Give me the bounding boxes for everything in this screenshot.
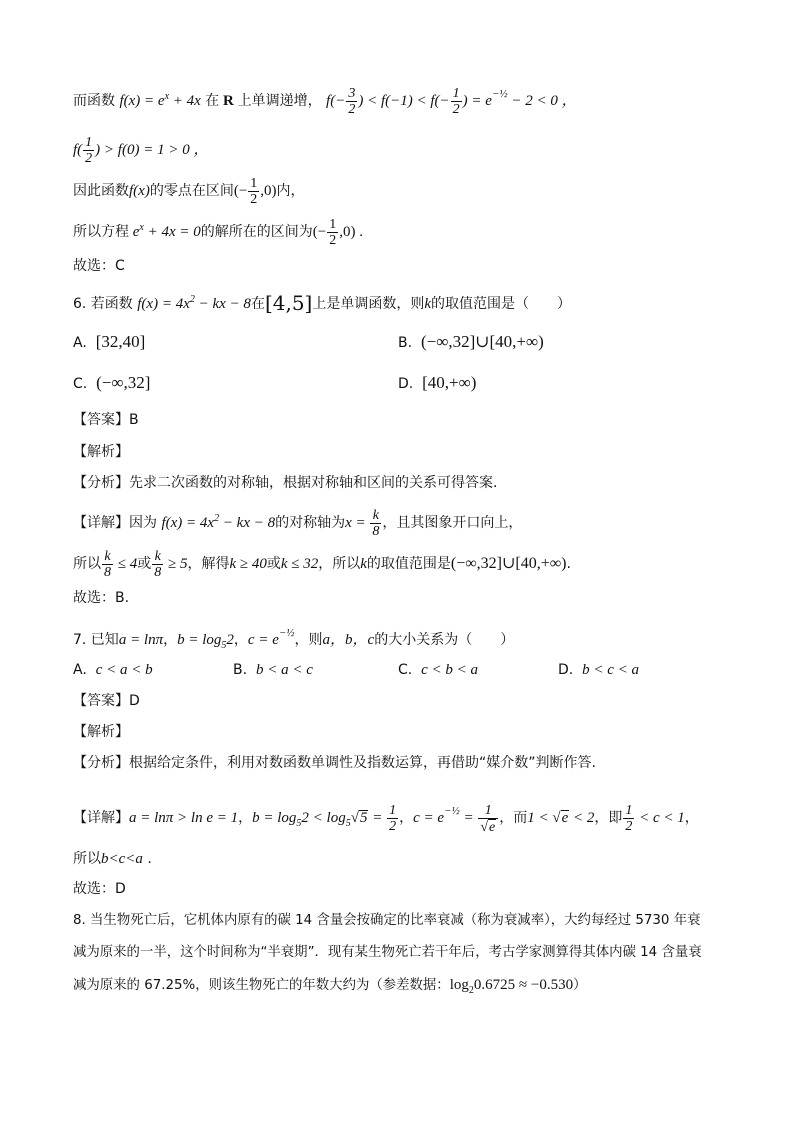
q8-line-2: 减为原来的一半，这个时间称为“半衰期”．现有某生物死亡若干年后，考古学家测算得其体内碳 14 含量衰	[73, 945, 702, 960]
q6-option-d[interactable]	[398, 373, 476, 394]
q7-option-b[interactable]	[233, 660, 313, 680]
q7-analysis-heading: 【解析】	[73, 724, 129, 740]
text: ，	[238, 810, 253, 826]
q6-choose: 故选：B.	[73, 590, 130, 606]
text: ，	[233, 632, 248, 648]
text: 所以	[73, 555, 101, 572]
q7-answer: 【答案】D	[73, 693, 140, 709]
text: ，而	[499, 810, 528, 826]
option-value: [40,+∞)	[422, 373, 477, 392]
q6-option-b[interactable]	[398, 332, 544, 353]
math: f(x)	[129, 182, 150, 199]
option-label: D.	[398, 376, 414, 392]
text: 的对称轴为	[275, 514, 346, 531]
fraction: $\frac{k}{8}$	[104, 549, 111, 580]
q5-choose: 故选：C	[73, 258, 125, 274]
math: $c = e^{-\frac{1}{2}}$	[247, 627, 295, 648]
math: b<c<a	[101, 851, 143, 867]
q5-line-3	[73, 176, 305, 207]
math: 1 < √e < 2	[527, 810, 595, 826]
q7-option-d[interactable]	[558, 660, 639, 680]
option-value: b < a < c	[255, 662, 313, 678]
q6-answer: 【答案】B	[73, 412, 139, 428]
text: 或	[266, 555, 281, 572]
text: 所以方程	[73, 223, 129, 240]
q7-so	[73, 849, 152, 869]
q7-option-a[interactable]	[73, 660, 153, 680]
fraction: $\frac{1}{2}$	[389, 803, 397, 835]
option-value: (−∞,32]∪[40,+∞)	[420, 332, 544, 351]
text: 6. 若函数	[73, 296, 133, 312]
math: (−∞,32]∪[40,+∞)	[450, 554, 567, 572]
q7-xiangjie	[73, 801, 699, 835]
text: 的零点在区间	[149, 182, 234, 199]
q6-xiangjie	[73, 508, 522, 539]
text: ）	[573, 978, 587, 993]
q6-so	[73, 549, 571, 580]
fraction: $\frac{1}{2}$	[250, 176, 258, 207]
math: a = lnπ > ln e = 1	[129, 810, 239, 826]
math: $c = e^{-\frac{1}{2}}$ = $\frac{1}{√e}$	[413, 810, 499, 826]
text: ，则	[294, 632, 323, 648]
fraction: $\frac{1}{2}$	[85, 135, 93, 166]
text: 的大小关系为（ ）	[374, 632, 515, 648]
text: 因此函数	[73, 182, 129, 199]
option-label: A.	[73, 662, 87, 678]
option-value: (−∞,32]	[96, 373, 151, 392]
option-label: B.	[398, 335, 413, 351]
option-value: c < b < a	[421, 662, 479, 678]
fraction: $\frac{1}{√e}$	[478, 803, 498, 835]
text: 【详解】因为	[73, 514, 157, 531]
text: 上单调递增，	[237, 93, 322, 109]
math: $\log_20.6725 \approx -0.530$	[449, 977, 574, 996]
math: f( $\frac{1}{2}$ ) > f(0) = 1 > 0 ，	[73, 135, 209, 166]
text: 【详解】	[73, 810, 129, 826]
q8-line-1: 8. 当生物死亡后，它机体内原有的碳 14 含量会按确定的比率衰减（称为衰减率），大约每经过 5730 年衰	[73, 913, 701, 928]
q6-fenxi: 【分析】先求二次函数的对称轴，根据对称轴和区间的关系可得答案.	[73, 475, 498, 491]
text: 或	[137, 555, 152, 572]
math: x = $\frac{k}{8}$	[345, 508, 380, 539]
text: 在	[205, 93, 220, 109]
option-value: b < c < a	[582, 662, 640, 678]
q5-line-1	[73, 84, 577, 117]
math: k	[360, 555, 367, 572]
q7-choose: 故选：D	[73, 881, 126, 897]
q7-fenxi: 【分析】根据给定条件，利用对数函数单调性及指数运算，再借助“媒介数”判断作答.	[73, 755, 596, 771]
q6-option-c[interactable]	[73, 373, 150, 394]
option-label: C.	[73, 376, 88, 392]
text: 而函数	[73, 93, 115, 109]
q8-line-3	[73, 975, 586, 1001]
q5-line-2	[73, 135, 208, 166]
q6-analysis-heading: 【解析】	[73, 444, 129, 460]
text: 上是单调函数，则	[312, 296, 425, 312]
q7-option-c[interactable]	[398, 660, 478, 680]
q6-stem	[73, 290, 571, 314]
text: 内，	[276, 182, 305, 199]
text: ，即	[594, 810, 623, 826]
fraction: $\frac{1}{2}$	[329, 217, 337, 248]
math: $\frac{1}{2}$ < c < 1	[625, 803, 685, 835]
math: [4,5]	[264, 291, 313, 315]
fraction: $\frac{1}{2}$	[452, 86, 460, 118]
math: $f(x) = 4x^2$ − kx − 8	[137, 294, 251, 312]
fraction: $\frac{3}{2}$	[348, 86, 356, 118]
text: .	[142, 851, 152, 867]
option-label: A.	[73, 335, 87, 351]
text: 减为原来的 67.25%，则该生物死亡的年数大约为（参差数据：	[73, 978, 450, 993]
option-value: c < a < b	[95, 662, 153, 678]
text: 的解所在的区间为	[200, 223, 313, 240]
fraction: $\frac{k}{8}$	[372, 508, 380, 539]
text: ，且其图象开口向上，	[382, 514, 523, 531]
math: $\frac{k}{8}$ ≤ 4	[104, 549, 138, 580]
option-label: C.	[398, 662, 413, 678]
text: 所以	[73, 851, 101, 867]
text: 在	[250, 296, 265, 312]
q5-line-4	[73, 217, 363, 248]
math: $f(x) = 4x^2$ − kx − 8	[161, 512, 276, 531]
option-label: D.	[558, 662, 574, 678]
math: a，b，c	[322, 632, 375, 648]
text: ，	[163, 632, 178, 648]
text: .	[566, 555, 571, 572]
math: f(− $\frac{3}{2}$ ) < f(−1) < f(− $\frac{1}{2}$ ) = $e^{-\frac{1}{2}} - 2 < 0$ ，	[326, 86, 577, 118]
text: 的取值范围是（ ）	[431, 296, 572, 312]
math: a = lnπ	[118, 632, 164, 648]
q7-stem	[73, 623, 514, 656]
text: ，解得	[187, 555, 230, 572]
math: (− $\frac{1}{2}$ ,0)	[233, 176, 277, 207]
option-value: [32,40]	[95, 332, 146, 351]
text: 7. 已知	[73, 632, 119, 648]
fraction: $\frac{k}{8}$	[154, 549, 162, 580]
math: k ≤ 32	[280, 555, 319, 572]
math: $\frac{k}{8}$ ≥ 5	[154, 549, 188, 580]
math: $b = \log_52$	[177, 632, 234, 651]
math: $e^x + 4x = 0$	[129, 221, 201, 240]
math: k	[424, 296, 432, 312]
math: R	[219, 93, 238, 109]
math: k ≥ 40	[229, 555, 267, 572]
text: ，	[684, 810, 699, 826]
math: (− $\frac{1}{2}$ ,0) .	[312, 217, 363, 248]
math: $f(x) = e^x + 4x$	[119, 91, 201, 109]
math: $b = \log_52 < \log_5√5$ = $\frac{1}{2}$	[252, 803, 397, 835]
fraction: $\frac{1}{2}$	[625, 803, 633, 835]
q6-option-a[interactable]	[73, 332, 145, 353]
option-label: B.	[233, 662, 248, 678]
text: ，	[399, 810, 414, 826]
text: 的取值范围是	[366, 555, 451, 572]
text: ，所以	[318, 555, 361, 572]
